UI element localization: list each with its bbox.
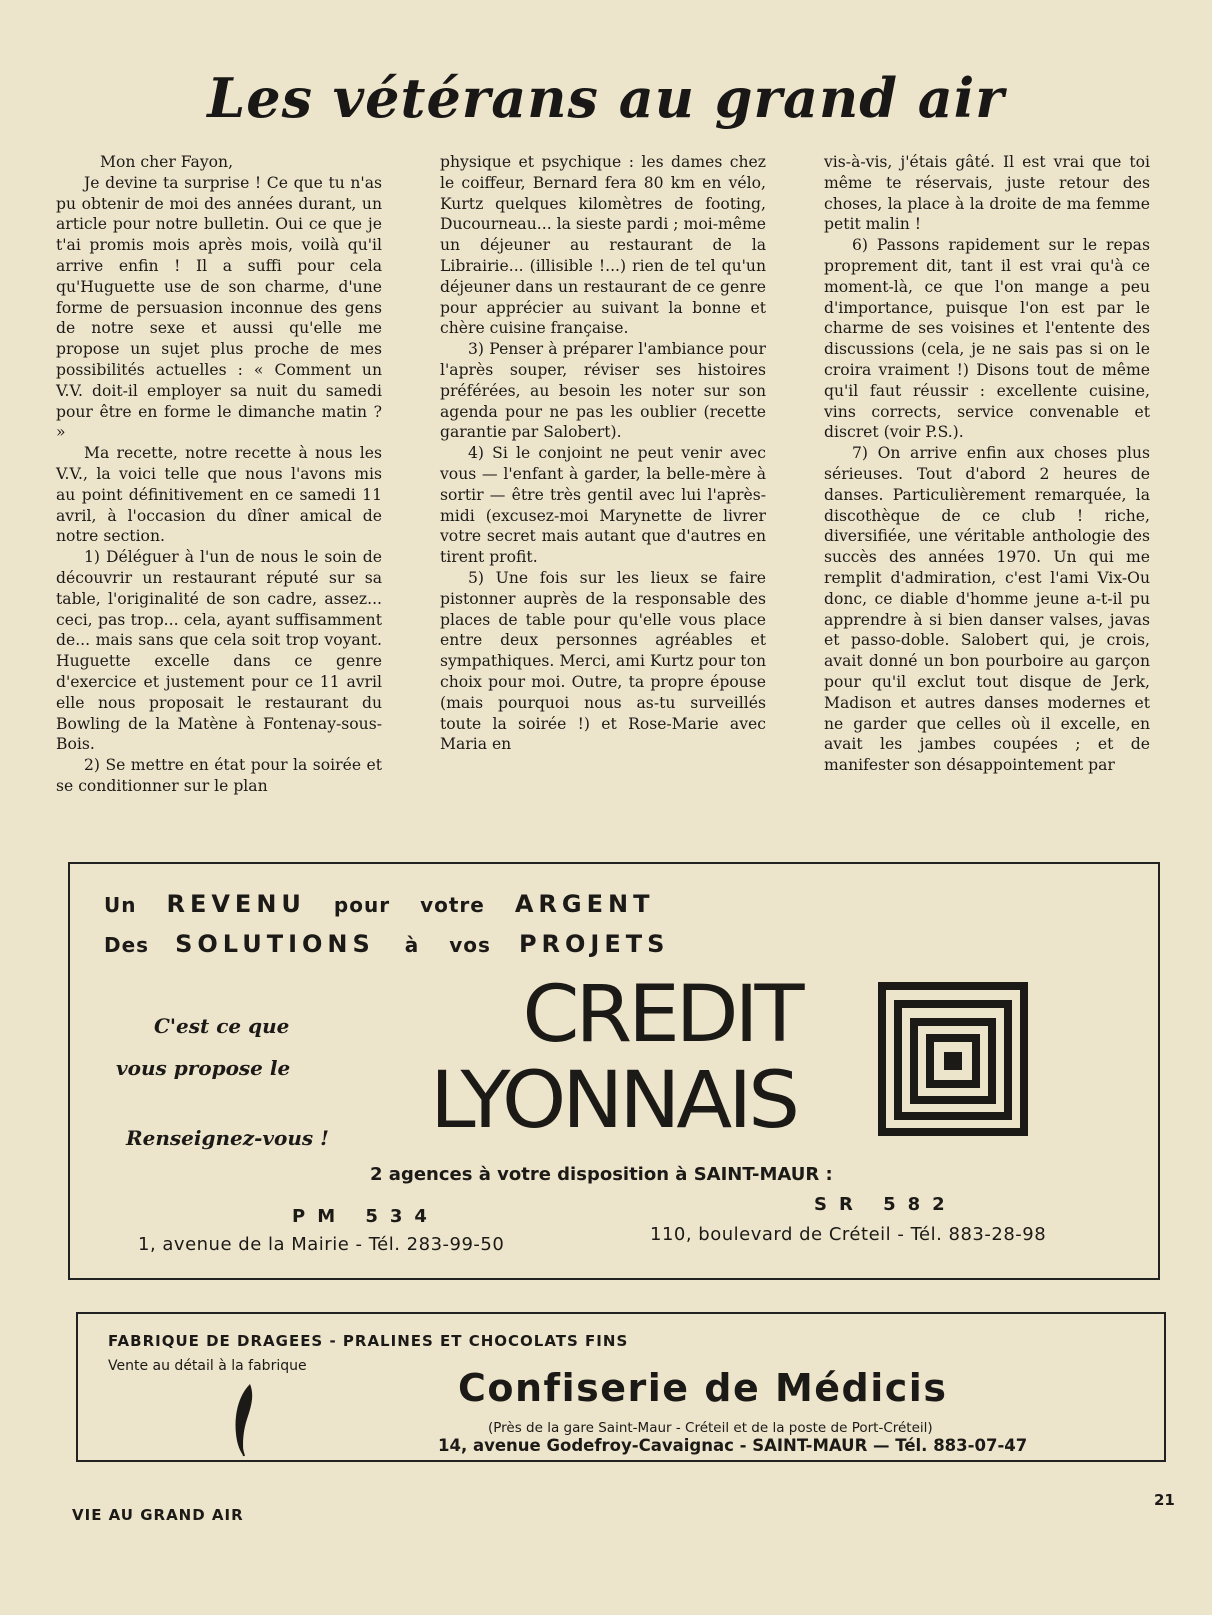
ad-pitch-line-3: Renseignez-vous ! <box>126 1126 329 1150</box>
article-paragraph: 7) On arrive enfin aux choses plus sérieuses. Tout d'abord 2 heures de danses. Particulièrement remarquée, la discothèque de ce club ! riche, diversifiée, une véritable anthologie des succès des années 1970. Un qui me remplit d'admiration, c'est l'ami Vix-Ou donc, ce diable d'homme jeune a-t-il pu apprendre à si bien danser valses, javas et passo-doble. Salobert qui, je crois, avait donné un bon pourboire au garçon pour qu'il exclut tout disque de Jerk, Madison et autres danses modernes et ne garder que celles où il excelle, en avait les jambes coupées ; et de manifester son désappointement par <box>824 444 1150 775</box>
article-column-2 <box>440 152 766 755</box>
article-column-1 <box>56 152 382 797</box>
ad-pitch-line-2: vous propose le <box>116 1056 291 1080</box>
ad-agencies-line: 2 agences à votre disposition à SAINT-MAUR : <box>370 1164 833 1185</box>
feather-icon <box>228 1382 262 1458</box>
article-paragraph: vis-à-vis, j'étais gâté. Il est vrai que toi même te réservais, juste retour des choses, la place à la droite de ma femme petit malin ! <box>824 153 1150 234</box>
credit-lyonnais-wordmark <box>430 972 892 1144</box>
confiserie-headline: FABRIQUE DE DRAGEES - PRALINES ET CHOCOLATS FINS <box>108 1332 629 1350</box>
brand-line-1: CREDIT <box>522 970 801 1060</box>
ad-headline-1: Un REVENU pour votre ARGENT <box>104 890 655 918</box>
agency-2-address: 110, boulevard de Créteil - Tél. 883-28-98 <box>650 1224 1047 1245</box>
article-paragraph: Ma recette, notre recette à nous les V.V., la voici telle que nous l'avons mis au point définitivement en ce samedi 11 avril, à l'occasion du dîner amical de notre section. <box>56 444 382 546</box>
confiserie-brand: Confiserie de Médicis <box>458 1366 948 1410</box>
agency-1-code: PM 534 <box>292 1206 439 1227</box>
article-paragraph: 5) Une fois sur les lieux se faire pistonner auprès de la responsable des places de table pour qu'elle vous place entre deux personnes agréables et sympathiques. Merci, ami Kurtz pour ton choix pour moi. Outre, ta propre épouse (mais pourquoi nous as-tu surveillés toute la soirée !) et Rose-Marie avec Maria en <box>440 568 766 754</box>
publication-name: VIE AU GRAND AIR <box>72 1506 244 1524</box>
article-paragraph: physique et psychique : les dames chez le coiffeur, Bernard fera 80 km en vélo, Kurtz quelques kilomètres de footing, Ducourneau... la sieste pardi ; moi-même un déjeuner au restaurant de la Librairie... (illisible !...) rien de tel qu'un déjeuner dans un restaurant de ce genre pour apprécier au suivant la bonne et chère cuisine française. <box>440 153 766 338</box>
article-title: Les vétérans au grand air <box>207 66 1005 130</box>
article-paragraph: 2) Se mettre en état pour la soirée et se conditionner sur le plan <box>56 756 382 795</box>
agency-2-code: SR 582 <box>814 1194 957 1215</box>
confiserie-subline: Vente au détail à la fabrique <box>108 1358 307 1374</box>
page-number: 21 <box>1154 1491 1175 1509</box>
credit-lyonnais-ad <box>68 862 1160 1280</box>
agency-1-address: 1, avenue de la Mairie - Tél. 283-99-50 <box>138 1234 505 1255</box>
ad-headline-2: Des SOLUTIONS à vos PROJETS <box>104 930 670 958</box>
brand-line-2: LYONNAIS <box>430 1056 796 1146</box>
confiserie-address: 14, avenue Godefroy-Cavaignac - SAINT-MAUR — Tél. 883-07-47 <box>438 1436 1028 1455</box>
article-paragraph: Mon cher Fayon, <box>100 153 234 171</box>
article-column-3 <box>824 152 1150 776</box>
credit-lyonnais-logo-icon <box>878 982 1028 1136</box>
confiserie-ad <box>76 1312 1166 1462</box>
article-paragraph: 3) Penser à préparer l'ambiance pour l'après souper, réviser ses histoires préférées, au besoin les noter sur son agenda pour ne pas les oublier (recette garantie par Salobert). <box>440 340 766 442</box>
article-paragraph: Je devine ta surprise ! Ce que tu n'as pu obtenir de moi des années durant, un article pour notre bulletin. Oui ce que je t'ai promis mois après mois, voilà qu'il arrive enfin ! Il a suffi pour cela qu'Huguette use de son charme, d'une forme de persuasion inconnue des gens de notre sexe et aussi qu'elle me propose un sujet plus proche de mes possibilités actuelles : « Comment un V.V. doit-il employer sa nuit du samedi pour être en forme le dimanche matin ? » <box>56 173 382 442</box>
article-paragraph: 4) Si le conjoint ne peut venir avec vous — l'enfant à garder, la belle-mère à sortir — être très gentil avec lui l'après-midi (excusez-moi Marynette de livrer votre secret mais autant que d'autres en tirent profit. <box>440 444 766 567</box>
article-paragraph: 1) Déléguer à l'un de nous le soin de découvrir un restaurant réputé sur sa table, l'originalité de son cadre, assez... ceci, pas trop... cela, ayant suffisamment de... mais sans que cela soit trop voyant. Huguette excelle dans ce genre d'exercice et justement pour ce 11 avril elle nous proposait le restaurant du Bowling de la Matène à Fontenay-sous-Bois. <box>56 548 382 754</box>
confiserie-location-note: (Près de la gare Saint-Maur - Créteil et de la poste de Port-Créteil) <box>488 1420 933 1436</box>
article-paragraph: 6) Passons rapidement sur le repas proprement dit, tant il est vrai qu'à ce moment-là, ce que l'on mange a peu d'importance, puisque l'on est par le charme de ses voisines et l'entente des discussions (cela, je ne sais pas si on le croira vraiment !) Disons tout de même qu'il faut réussir : excellente cuisine, vins corrects, service convenable et discret (voir P.S.). <box>824 236 1150 442</box>
ad-pitch-line-1: C'est ce que <box>154 1014 290 1038</box>
